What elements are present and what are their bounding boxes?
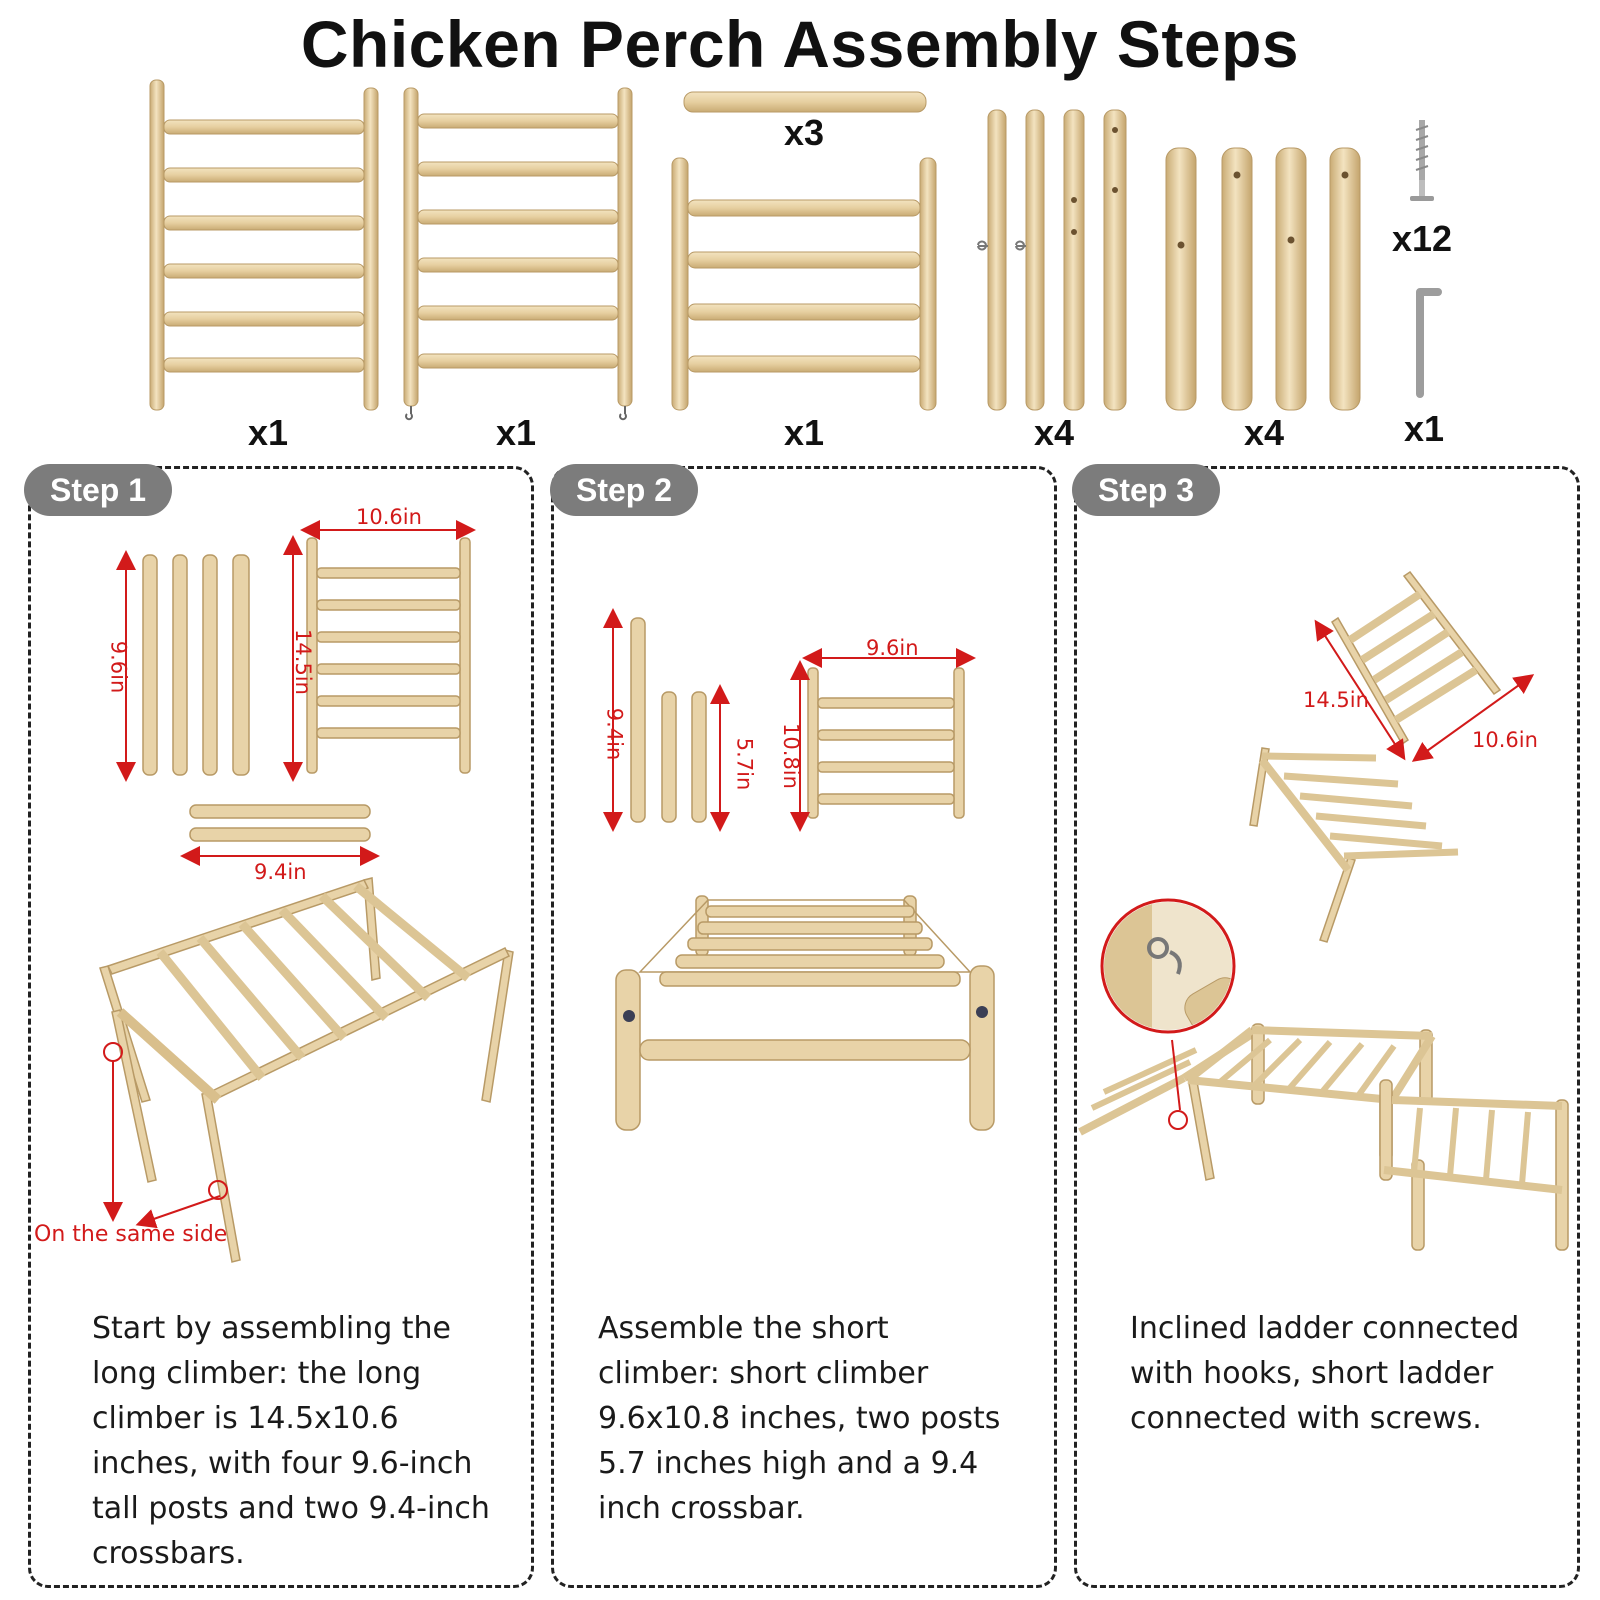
- step1-post-label: 9.6in: [106, 640, 131, 694]
- qty-hex-key: x1: [1404, 408, 1445, 449]
- step3-width-label: 10.6in: [1472, 728, 1538, 752]
- qty-crossbar: x3: [784, 112, 825, 153]
- qty-short-ladder: x1: [784, 412, 825, 453]
- qty-long-ladder: x1: [248, 412, 289, 453]
- step-3-badge: Step 3: [1072, 464, 1220, 516]
- step3-length-label: 14.5in: [1303, 688, 1369, 712]
- step1-width-label: 10.6in: [356, 505, 422, 529]
- step2-width-label: 9.6in: [866, 636, 919, 660]
- qty-thick-posts: x4: [1244, 412, 1285, 453]
- step-2-badge: Step 2: [550, 464, 698, 516]
- step1-crossbar-label: 9.4in: [254, 860, 307, 884]
- step-1-description: Start by assembling the long climber: the long climber is 14.5x10.6 inches, with four 9.6-inch tall posts and two 9.4-inch crossbars.: [92, 1311, 490, 1571]
- qty-thin-posts: x4: [1034, 412, 1075, 453]
- step2-height-label: 10.8in: [778, 723, 803, 789]
- page-title: Chicken Perch Assembly Steps: [300, 7, 1300, 81]
- step-2-description: Assemble the short climber: short climber 9.6x10.8 inches, two posts 5.7 inches high and a 9.4 inch crossbar.: [598, 1311, 1001, 1526]
- step1-height-label: 14.5in: [290, 629, 315, 695]
- qty-screws: x12: [1392, 218, 1453, 259]
- step1-note-label: On the same side: [34, 1222, 228, 1247]
- step-1-badge: Step 1: [24, 464, 172, 516]
- hook-closeup: [1100, 900, 1253, 1040]
- step2-tall-post-label: 9.4in: [602, 707, 627, 761]
- step-3-description: Inclined ladder connected with hooks, short ladder connected with screws.: [1130, 1311, 1520, 1436]
- qty-hook-ladder: x1: [496, 412, 537, 453]
- step2-short-post-label: 5.7in: [732, 737, 757, 791]
